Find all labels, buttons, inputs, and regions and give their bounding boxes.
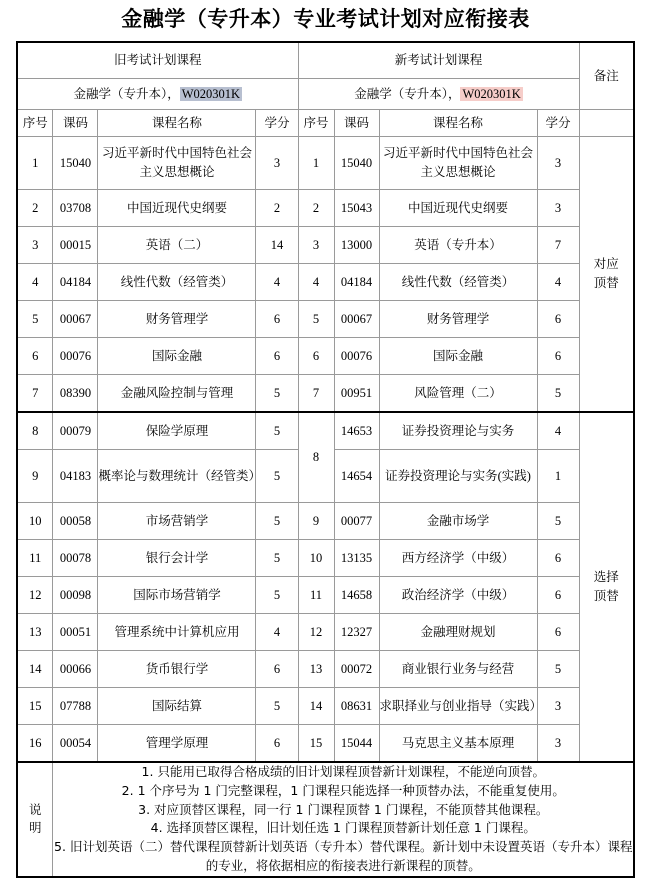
new-major-cell	[298, 79, 579, 110]
header-old-seq: 序号	[17, 110, 53, 137]
cell-new-name: 证券投资理论与实务(实践)	[379, 450, 537, 503]
cell-old-credit: 5	[256, 375, 298, 413]
cell-new-seq: 12	[298, 614, 334, 651]
note-line: 4. 选择顶替区课程，旧计划任选 1 门课程顶替新计划任意 1 门课程。	[150, 820, 536, 836]
cell-new-credit: 6	[537, 577, 579, 614]
cell-new-credit: 6	[537, 301, 579, 338]
cell-old-seq: 15	[17, 688, 53, 725]
cell-new-name: 中国近现代史纲要	[379, 190, 537, 227]
cell-old-seq: 13	[17, 614, 53, 651]
cell-old-credit: 5	[256, 450, 298, 503]
cell-old-credit: 5	[256, 503, 298, 540]
cell-old-code: 15040	[53, 137, 98, 190]
table-row	[17, 301, 634, 338]
cell-new-code: 15044	[334, 725, 379, 763]
cell-old-credit: 5	[256, 412, 298, 450]
cell-new-code: 00076	[334, 338, 379, 375]
cell-new-seq: 5	[298, 301, 334, 338]
cell-old-credit: 14	[256, 227, 298, 264]
note-line: 5. 旧计划英语（二）替代课程顶替新计划英语（专升本）替代课程。新计划中未设置英语（专升本）课程的专业，将依据相应的衔接表进行新课程的顶替。	[54, 839, 633, 873]
cell-new-code: 15040	[334, 137, 379, 190]
cell-new-credit: 3	[537, 190, 579, 227]
cell-old-code: 00051	[53, 614, 98, 651]
cell-new-code: 13000	[334, 227, 379, 264]
new-major-label: 金融学（专升本），	[354, 86, 461, 101]
cell-old-credit: 5	[256, 577, 298, 614]
cell-new-seq: 4	[298, 264, 334, 301]
cell-new-code: 00067	[334, 301, 379, 338]
cell-new-seq: 2	[298, 190, 334, 227]
remark-line-1: 对应	[593, 257, 619, 272]
cell-old-credit: 6	[256, 301, 298, 338]
header-new-seq: 序号	[298, 110, 334, 137]
cell-old-code: 00098	[53, 577, 98, 614]
cell-old-credit: 4	[256, 264, 298, 301]
header-new-credit: 学分	[537, 110, 579, 137]
cell-new-credit: 6	[537, 614, 579, 651]
cell-old-name: 国际市场营销学	[98, 577, 256, 614]
cell-old-name: 保险学原理	[98, 412, 256, 450]
cell-old-name: 财务管理学	[98, 301, 256, 338]
cell-new-credit: 3	[537, 688, 579, 725]
cell-new-credit: 4	[537, 264, 579, 301]
cell-new-credit: 6	[537, 338, 579, 375]
remark-column-header: 备注	[579, 42, 634, 110]
cell-new-credit: 3	[537, 137, 579, 190]
table-row	[17, 412, 634, 450]
cell-old-seq: 12	[17, 577, 53, 614]
cell-old-seq: 7	[17, 375, 53, 413]
column-header-row	[17, 110, 634, 137]
cell-new-name: 马克思主义基本原理	[379, 725, 537, 763]
cell-old-code: 04184	[53, 264, 98, 301]
cell-old-credit: 4	[256, 614, 298, 651]
cell-old-seq: 1	[17, 137, 53, 190]
cell-new-seq: 15	[298, 725, 334, 763]
cell-new-code: 14653	[334, 412, 379, 450]
table-row	[17, 338, 634, 375]
cell-old-code: 04183	[53, 450, 98, 503]
cell-new-name: 证券投资理论与实务	[379, 412, 537, 450]
table-row	[17, 540, 634, 577]
major-row	[17, 79, 634, 110]
cell-new-seq: 11	[298, 577, 334, 614]
header-old-name: 课程名称	[98, 110, 256, 137]
cell-old-seq: 9	[17, 450, 53, 503]
table-row	[17, 577, 634, 614]
cell-new-code: 08631	[334, 688, 379, 725]
cell-old-seq: 4	[17, 264, 53, 301]
cell-old-seq: 5	[17, 301, 53, 338]
cell-new-credit: 5	[537, 651, 579, 688]
cell-old-name: 管理学原理	[98, 725, 256, 763]
cell-old-code: 00076	[53, 338, 98, 375]
group-header-row	[17, 42, 634, 79]
notes-content	[53, 762, 634, 877]
header-remark-blank	[579, 110, 634, 137]
table-row	[17, 227, 634, 264]
cell-old-seq: 16	[17, 725, 53, 763]
old-plan-group-header: 旧考试计划课程	[17, 42, 298, 79]
cell-old-name: 中国近现代史纲要	[98, 190, 256, 227]
cell-old-name: 管理系统中计算机应用	[98, 614, 256, 651]
cell-old-credit: 5	[256, 688, 298, 725]
table-row	[17, 725, 634, 763]
cell-new-code: 13135	[334, 540, 379, 577]
cell-new-name: 金融理财规划	[379, 614, 537, 651]
remark-section-two	[579, 412, 634, 762]
cell-new-name: 英语（专升本）	[379, 227, 537, 264]
cell-old-credit: 6	[256, 725, 298, 763]
cell-new-code: 15043	[334, 190, 379, 227]
cell-old-code: 00067	[53, 301, 98, 338]
old-major-cell	[17, 79, 298, 110]
cell-new-name: 习近平新时代中国特色社会主义思想概论	[379, 137, 537, 190]
cell-new-seq: 10	[298, 540, 334, 577]
cell-new-code: 12327	[334, 614, 379, 651]
cell-old-code: 00058	[53, 503, 98, 540]
table-row	[17, 688, 634, 725]
cell-new-credit: 7	[537, 227, 579, 264]
header-old-credit: 学分	[256, 110, 298, 137]
remark-line-1: 选择	[593, 570, 619, 585]
note-line: 1. 只能用已取得合格成绩的旧计划课程顶替新计划课程，不能逆向顶替。	[141, 764, 545, 780]
cell-old-seq: 8	[17, 412, 53, 450]
cell-old-code: 00054	[53, 725, 98, 763]
cell-old-name: 线性代数（经管类）	[98, 264, 256, 301]
cell-new-seq: 3	[298, 227, 334, 264]
cell-old-credit: 6	[256, 651, 298, 688]
cell-old-seq: 3	[17, 227, 53, 264]
cell-new-name: 商业银行业务与经营	[379, 651, 537, 688]
cell-new-seq: 14	[298, 688, 334, 725]
cell-old-code: 07788	[53, 688, 98, 725]
notes-label	[17, 762, 53, 877]
cell-new-code: 04184	[334, 264, 379, 301]
cell-new-name: 财务管理学	[379, 301, 537, 338]
cell-old-code: 00079	[53, 412, 98, 450]
cell-old-credit: 2	[256, 190, 298, 227]
cell-new-name: 线性代数（经管类）	[379, 264, 537, 301]
cell-new-name: 西方经济学（中级）	[379, 540, 537, 577]
remark-line-2: 顶替	[593, 589, 619, 604]
cell-old-name: 概率论与数理统计（经管类）	[98, 450, 256, 503]
cell-new-credit: 5	[537, 503, 579, 540]
notes-label-char-2: 明	[28, 820, 42, 836]
cell-new-credit: 5	[537, 375, 579, 413]
cell-new-name: 政治经济学（中级）	[379, 577, 537, 614]
table-row	[17, 651, 634, 688]
cell-old-code: 00066	[53, 651, 98, 688]
cell-old-name: 国际金融	[98, 338, 256, 375]
cell-old-name: 习近平新时代中国特色社会主义思想概论	[98, 137, 256, 190]
cell-old-name: 市场营销学	[98, 503, 256, 540]
cell-old-name: 金融风险控制与管理	[98, 375, 256, 413]
new-plan-group-header: 新考试计划课程	[298, 42, 579, 79]
cell-new-seq: 1	[298, 137, 334, 190]
note-line: 2. 1 个序号为 1 门完整课程，1 门课程只能选择一种顶替办法，不能重复使用。	[121, 782, 565, 798]
cell-old-code: 08390	[53, 375, 98, 413]
old-major-label: 金融学（专升本），	[73, 86, 180, 101]
cell-new-seq: 7	[298, 375, 334, 413]
cell-new-code: 00077	[334, 503, 379, 540]
cell-old-seq: 6	[17, 338, 53, 375]
cell-new-credit: 3	[537, 725, 579, 763]
cell-new-seq: 6	[298, 338, 334, 375]
cell-new-name: 金融市场学	[379, 503, 537, 540]
cell-old-name: 国际结算	[98, 688, 256, 725]
cell-old-name: 英语（二）	[98, 227, 256, 264]
remark-line-2: 顶替	[593, 276, 619, 291]
cell-old-seq: 2	[17, 190, 53, 227]
cell-new-code: 14654	[334, 450, 379, 503]
table-row	[17, 137, 634, 190]
cell-new-credit: 1	[537, 450, 579, 503]
header-new-code: 课码	[334, 110, 379, 137]
table-row	[17, 264, 634, 301]
cell-new-seq: 9	[298, 503, 334, 540]
header-old-code: 课码	[53, 110, 98, 137]
cell-new-seq: 13	[298, 651, 334, 688]
new-major-code: W020301K	[462, 86, 521, 101]
table-row	[17, 375, 634, 413]
cell-old-seq: 11	[17, 540, 53, 577]
page-title: 金融学（专升本）专业考试计划对应衔接表	[121, 7, 530, 31]
cell-old-credit: 5	[256, 540, 298, 577]
old-major-code: W020301K	[181, 86, 241, 101]
table-row	[17, 503, 634, 540]
cell-old-code: 03708	[53, 190, 98, 227]
cell-new-credit: 4	[537, 412, 579, 450]
cell-old-code: 00078	[53, 540, 98, 577]
cell-old-seq: 10	[17, 503, 53, 540]
cell-new-code: 00951	[334, 375, 379, 413]
table-row	[17, 614, 634, 651]
note-line: 3. 对应顶替区课程，同一行 1 门课程顶替 1 门课程，不能顶替其他课程。	[138, 801, 549, 817]
cell-old-credit: 3	[256, 137, 298, 190]
cell-old-name: 银行会计学	[98, 540, 256, 577]
cell-old-code: 00015	[53, 227, 98, 264]
cell-old-seq: 14	[17, 651, 53, 688]
cell-new-name: 求职择业与创业指导（实践）	[379, 688, 537, 725]
cell-new-name: 风险管理（二）	[379, 375, 537, 413]
remark-section-one	[579, 137, 634, 413]
notes-label-char-1: 说	[28, 801, 42, 817]
cell-old-name: 货币银行学	[98, 651, 256, 688]
header-new-name: 课程名称	[379, 110, 537, 137]
course-mapping-table	[16, 41, 635, 878]
cell-new-code: 00072	[334, 651, 379, 688]
table-row	[17, 190, 634, 227]
notes-row	[17, 762, 634, 877]
cell-old-credit: 6	[256, 338, 298, 375]
cell-new-seq-merged: 8	[298, 412, 334, 503]
cell-new-credit: 6	[537, 540, 579, 577]
cell-new-name: 国际金融	[379, 338, 537, 375]
cell-new-code: 14658	[334, 577, 379, 614]
